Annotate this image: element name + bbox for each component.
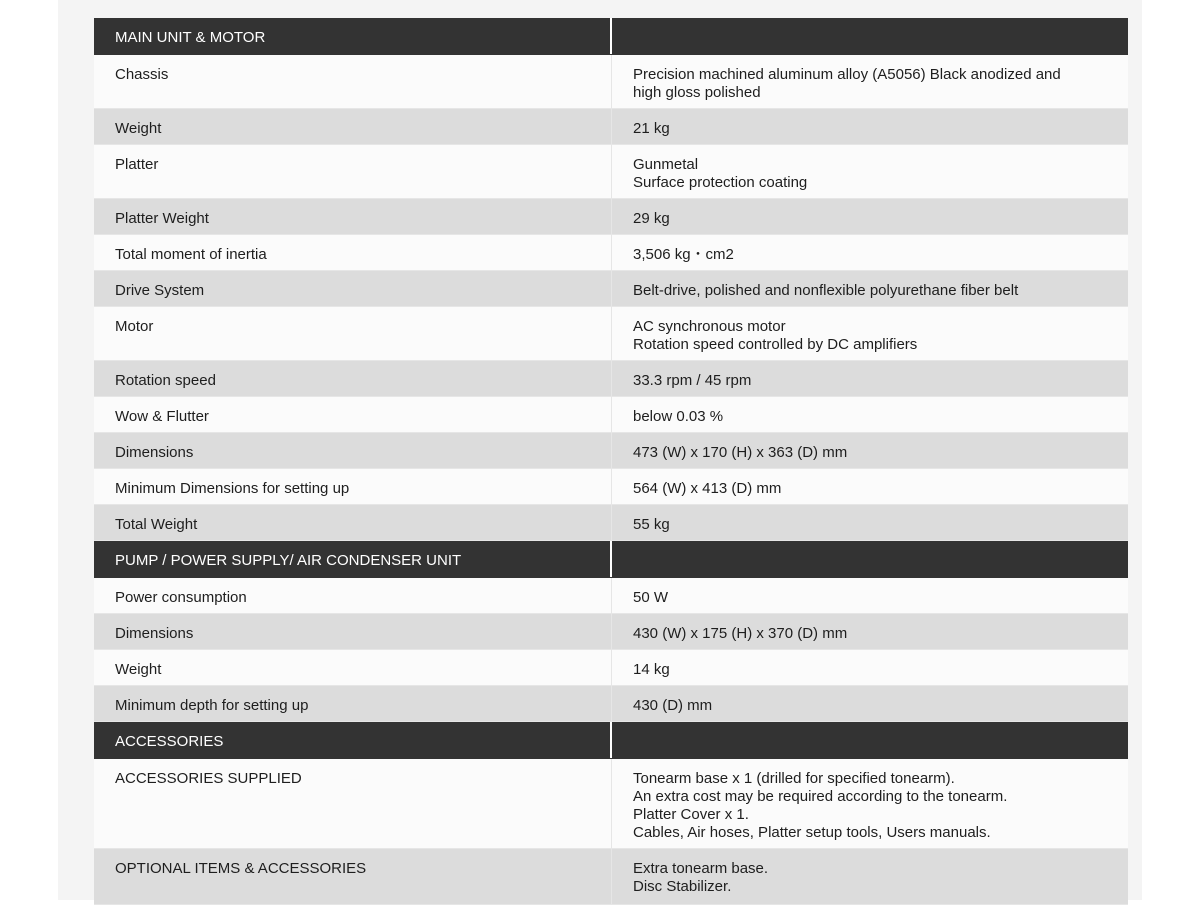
spec-row-optional-items	[94, 849, 1128, 905]
spec-value: Precision machined aluminum alloy (A5056) Black anodized and high gloss polished	[633, 66, 1061, 101]
spec-row-dimensions	[94, 433, 1128, 469]
spec-value: Extra tonearm base. Disc Stabilizer.	[633, 860, 769, 895]
spec-value: 473 (W) x 170 (H) x 363 (D) mm	[633, 444, 848, 461]
spec-label: Dimensions	[94, 433, 612, 468]
section-heading-blank	[612, 18, 1128, 54]
spec-label: Platter Weight	[94, 199, 612, 234]
spec-label: Weight	[94, 650, 612, 685]
spec-value: Gunmetal Surface protection coating	[633, 156, 808, 191]
spec-label: Platter	[94, 145, 612, 198]
spec-row-accessories-supplied	[94, 759, 1128, 849]
spec-label: Motor	[94, 307, 612, 360]
spec-value: 55 kg	[633, 516, 670, 533]
spec-label: Dimensions	[94, 614, 612, 649]
spec-value: below 0.03 %	[633, 408, 724, 425]
spec-row-motor	[94, 307, 1128, 361]
spec-value: 430 (D) mm	[633, 697, 713, 714]
section-heading-blank	[612, 541, 1128, 577]
spec-label: Total Weight	[94, 505, 612, 540]
spec-row-chassis	[94, 55, 1128, 109]
spec-value: 50 W	[633, 589, 669, 606]
spec-row-moment-of-inertia	[94, 235, 1128, 271]
spec-row-platter-weight	[94, 199, 1128, 235]
spec-value: 430 (W) x 175 (H) x 370 (D) mm	[633, 625, 848, 642]
spec-row-power-consumption	[94, 578, 1128, 614]
spec-label: OPTIONAL ITEMS & ACCESSORIES	[94, 849, 612, 904]
spec-row-min-depth	[94, 686, 1128, 722]
spec-value: 3,506 kg・cm2	[633, 246, 734, 263]
spec-label: Total moment of inertia	[94, 235, 612, 270]
spec-row-drive-system	[94, 271, 1128, 307]
spec-row-weight	[94, 109, 1128, 145]
spec-label: Minimum Dimensions for setting up	[94, 469, 612, 504]
spec-value: AC synchronous motor Rotation speed controlled by DC amplifiers	[633, 318, 918, 353]
spec-label: Chassis	[94, 55, 612, 108]
section-heading-blank	[612, 722, 1128, 758]
spec-value: 14 kg	[633, 661, 670, 678]
section-header-pump-power-supply	[94, 541, 1128, 578]
spec-label: Wow & Flutter	[94, 397, 612, 432]
section-heading: PUMP / POWER SUPPLY/ AIR CONDENSER UNIT	[94, 541, 612, 577]
spec-label: Power consumption	[94, 578, 612, 613]
spec-value: 29 kg	[633, 210, 670, 227]
section-heading: ACCESSORIES	[94, 722, 612, 758]
spec-label: Drive System	[94, 271, 612, 306]
spec-row-rotation-speed	[94, 361, 1128, 397]
spec-value: 33.3 rpm / 45 rpm	[633, 372, 752, 389]
spec-value: Belt-drive, polished and nonflexible polyurethane fiber belt	[633, 282, 1019, 299]
section-header-main-unit	[94, 18, 1128, 55]
spec-row-min-dimensions	[94, 469, 1128, 505]
spec-value: 21 kg	[633, 120, 670, 137]
spec-table	[94, 18, 1128, 905]
spec-row-pump-weight	[94, 650, 1128, 686]
spec-row-total-weight	[94, 505, 1128, 541]
spec-label: Weight	[94, 109, 612, 144]
spec-row-platter	[94, 145, 1128, 199]
section-header-accessories	[94, 722, 1128, 759]
spec-row-wow-flutter	[94, 397, 1128, 433]
spec-row-pump-dimensions	[94, 614, 1128, 650]
spec-label: ACCESSORIES SUPPLIED	[94, 759, 612, 848]
spec-value: Tonearm base x 1 (drilled for specified tonearm). An extra cost may be required according to the tonearm. Platter Cover x 1. Cables, Air hoses, Platter setup tools, Users manuals.	[633, 770, 1008, 841]
spec-label: Minimum depth for setting up	[94, 686, 612, 721]
spec-label: Rotation speed	[94, 361, 612, 396]
section-heading: MAIN UNIT & MOTOR	[94, 18, 612, 54]
spec-value: 564 (W) x 413 (D) mm	[633, 480, 782, 497]
